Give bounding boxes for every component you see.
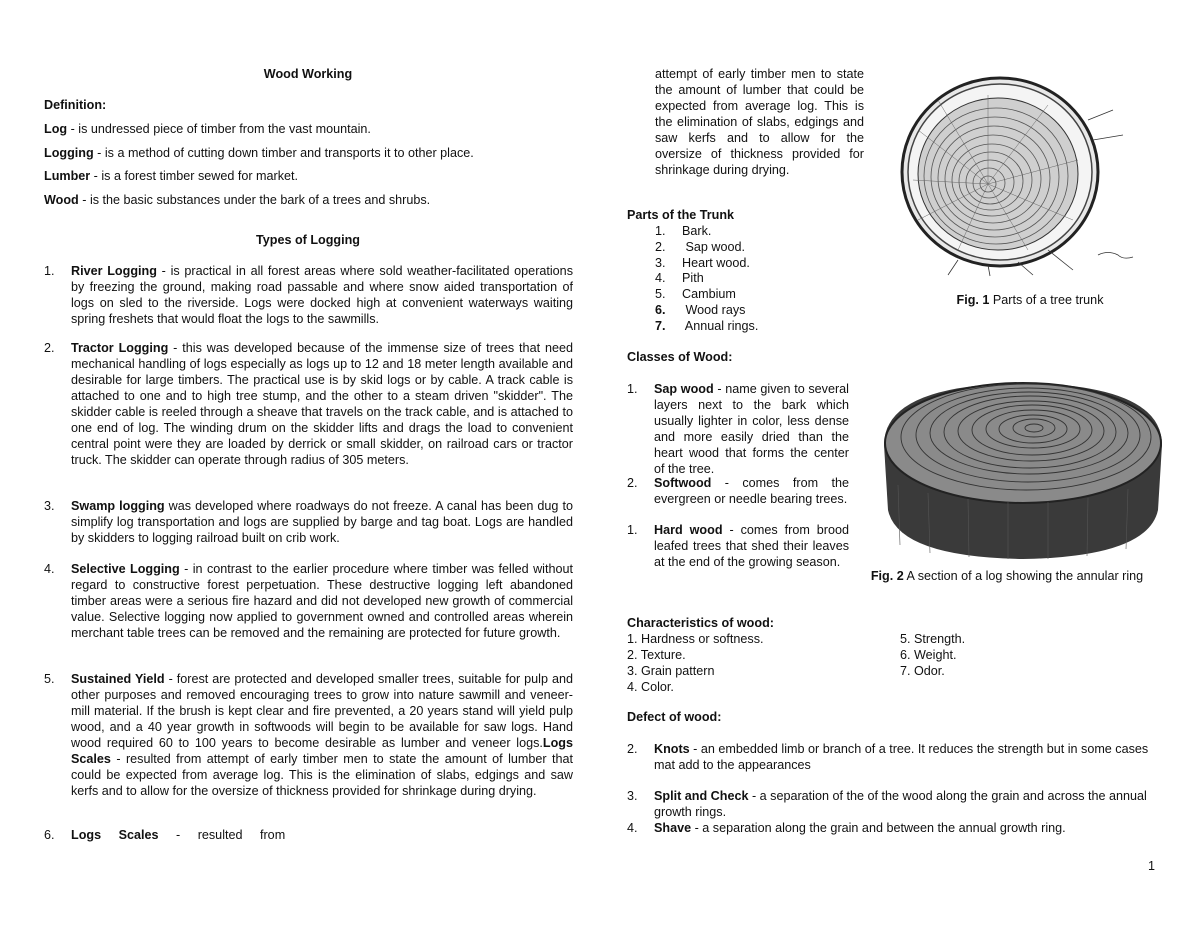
parts-item: 5. Cambium [655, 287, 736, 302]
characteristic-item: 6. Weight. [900, 648, 957, 662]
parts-item: 7. Annual rings. [655, 318, 759, 333]
characteristic-item: 7. Odor. [900, 664, 945, 678]
characteristics-right-list [900, 631, 965, 679]
definition-logging: Logging - is a method of cutting down timber and transports it to other place. [44, 146, 474, 160]
characteristics-left-list [627, 631, 764, 695]
parts-item: 4. Pith [655, 271, 704, 286]
tree-trunk-illustration [898, 70, 1138, 280]
parts-heading: Parts of the Trunk [627, 208, 735, 222]
classes-heading: Classes of Wood: [627, 350, 733, 364]
types-heading: Types of Logging [255, 233, 360, 247]
characteristic-item: 2. Texture. [627, 648, 686, 662]
defects-heading: Defect of wood: [627, 710, 722, 724]
definition-heading: Definition: [44, 98, 107, 112]
parts-item: 3. Heart wood. [655, 255, 750, 270]
characteristic-item: 1. Hardness or softness. [627, 632, 764, 646]
definition-lumber: Lumber - is a forest timber sewed for market. [44, 169, 299, 183]
fig2-caption: Fig. 2 A section of a log showing the annular ring [870, 569, 1144, 583]
continuation-text: attempt of early timber men to state the amount of lumber that could be expected from average log. This is the elimination of slabs, edgings and saw kerfs and to allow for the oversize of thickness provided for shrinkage during drying. [655, 67, 864, 177]
parts-item: 6. Wood rays [655, 302, 746, 317]
parts-item: 2. Sap wood. [655, 239, 746, 254]
log-section-illustration [878, 375, 1168, 565]
definition-log: Log - is undressed piece of timber from the vast mountain. [44, 122, 371, 136]
characteristic-item: 4. Color. [627, 680, 674, 694]
parts-list [655, 223, 758, 334]
characteristic-item: 5. Strength. [900, 632, 966, 646]
page-number: 1 [1148, 859, 1156, 873]
parts-item: 1. Bark. [655, 224, 712, 238]
page-title: Wood Working [263, 67, 353, 81]
definition-wood: Wood - is the basic substances under the bark of a trees and shrubs. [44, 193, 431, 207]
fig1-caption: Fig. 1 Parts of a tree trunk [956, 293, 1104, 307]
characteristic-item: 3. Grain pattern [627, 664, 715, 678]
characteristics-heading: Characteristics of wood: [627, 616, 774, 630]
